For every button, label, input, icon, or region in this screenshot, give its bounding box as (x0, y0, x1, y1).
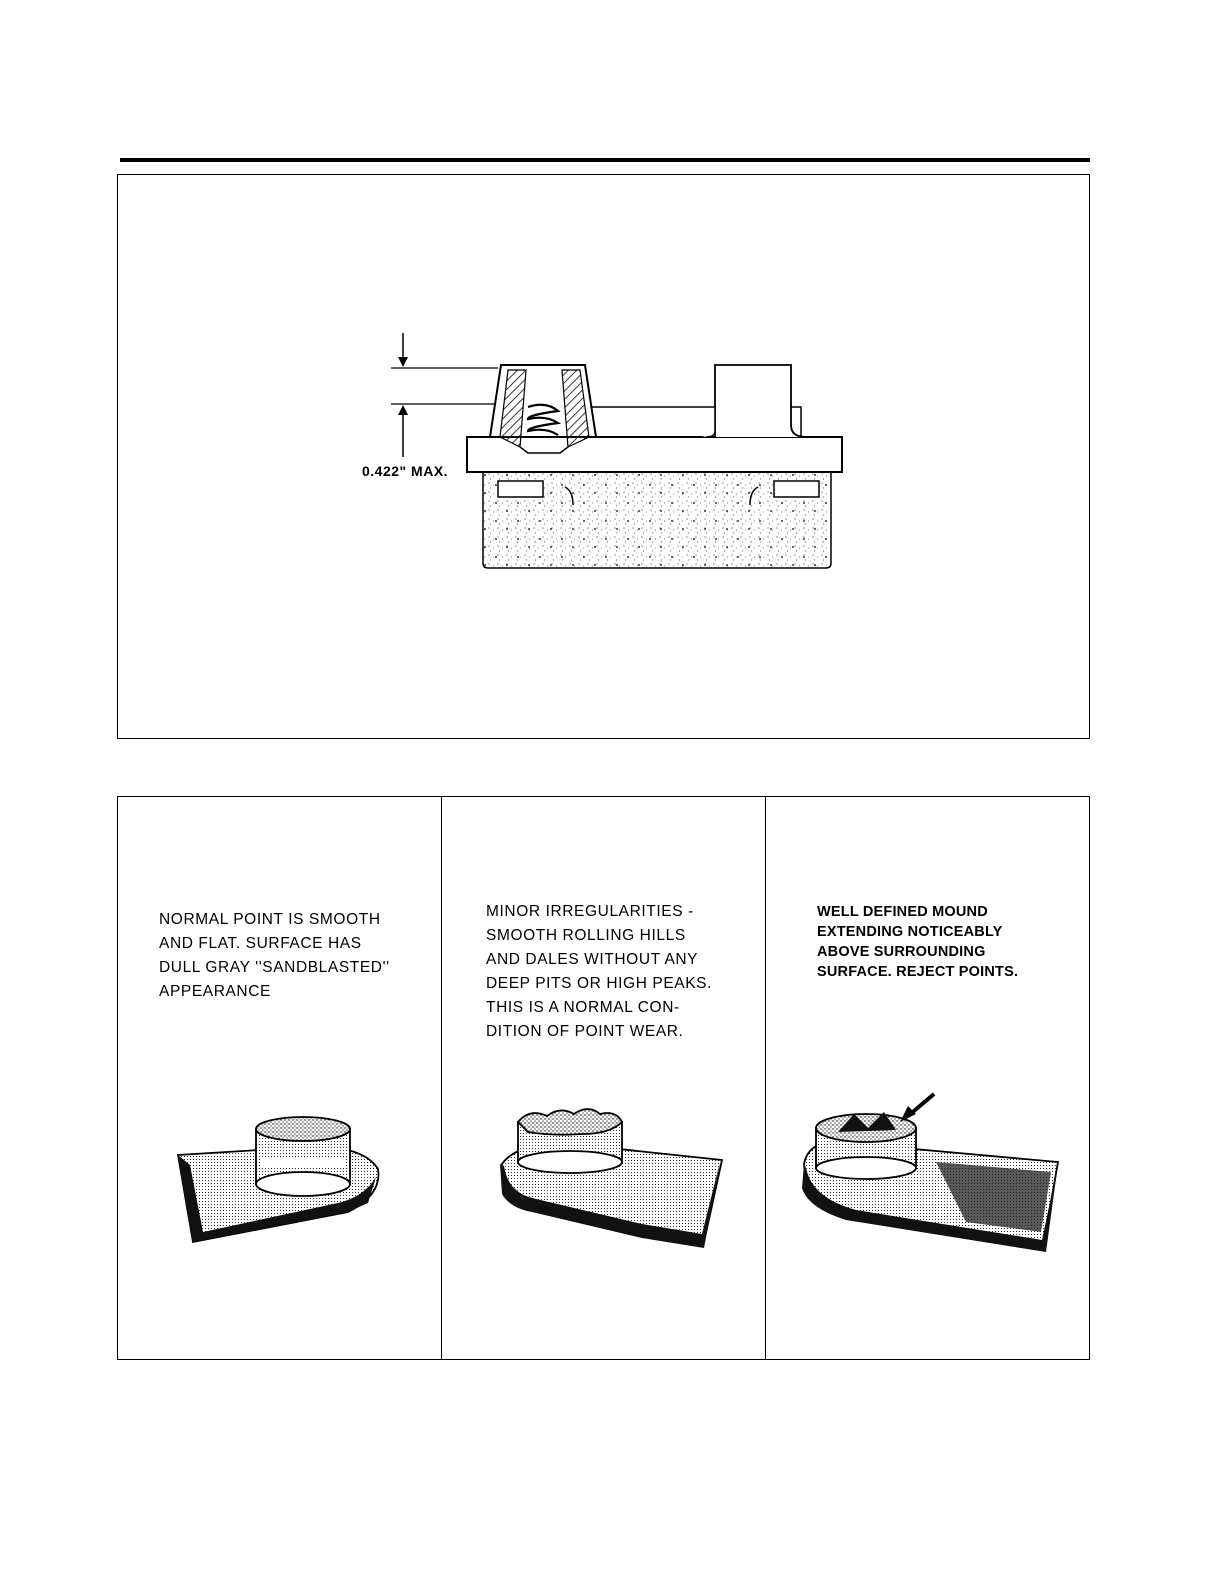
max-dimension-label: 0.422" MAX. (362, 463, 449, 479)
panel-normal-point (118, 797, 441, 1359)
caption-reject-points: WELL DEFINED MOUND EXTENDING NOTICEABLY ABOVE SURROUNDING SURFACE. REJECT POINTS. (817, 904, 1019, 980)
panel-reject-points (765, 797, 1089, 1359)
contact-assembly-figure (117, 174, 1090, 739)
normal-point-illustration (168, 1107, 398, 1257)
header-rule (120, 158, 1090, 162)
contact-assembly-drawing (118, 175, 1091, 740)
caption-normal-point: NORMAL POINT IS SMOOTH AND FLAT. SURFACE HAS DULL GRAY ''SANDBLASTED'' APPEARANCE (159, 911, 390, 1000)
caption-minor-irregularities: MINOR IRREGULARITIES - SMOOTH ROLLING HILLS AND DALES WITHOUT ANY DEEP PITS OR HIGH PEAKS. THIS IS A NORMAL CON- DITION OF POINT WEAR. (486, 903, 713, 1040)
point-wear-comparison (117, 796, 1090, 1360)
mound-point-illustration (796, 1092, 1066, 1252)
worn-point-illustration (492, 1102, 732, 1252)
panel-minor-irregularities (441, 797, 765, 1359)
